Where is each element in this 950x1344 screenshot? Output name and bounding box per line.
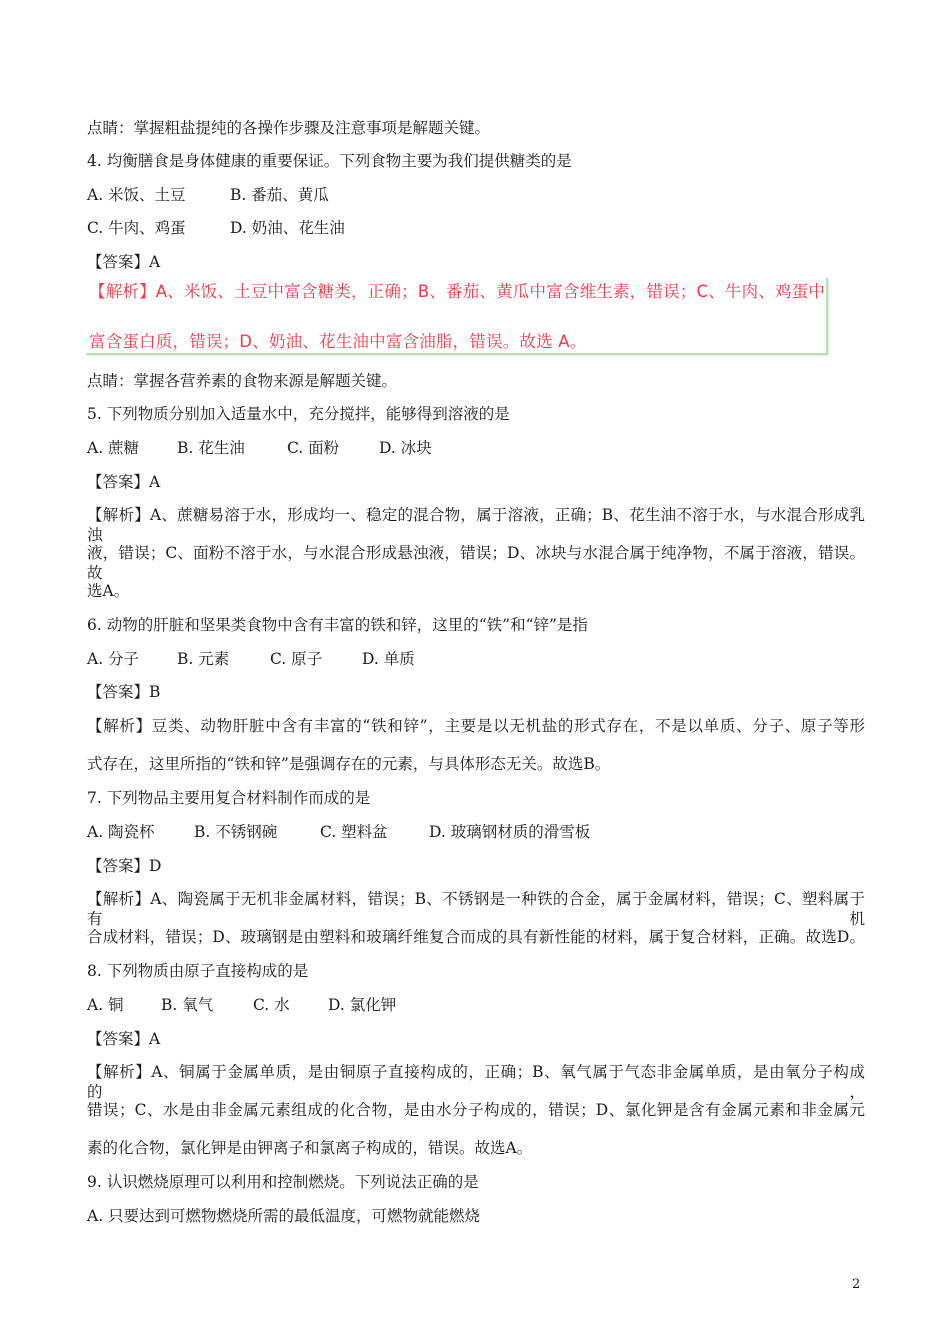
- question-8-options: [87, 995, 396, 1015]
- question-5-stem: 5. 下列物质分别加入适量水中，充分搅拌，能够得到溶液的是: [87, 405, 510, 423]
- question-6-option-c: C. 原子: [270, 650, 323, 668]
- question-7-option-c: C. 塑料盆: [320, 823, 388, 841]
- note-q3: 点睛：掌握粗盐提纯的各操作步骤及注意事项是解题关键。: [87, 119, 491, 137]
- question-4-options-row-1: [87, 185, 329, 205]
- question-4-analysis-line-1: 【解析】A、米饭、土豆中富含糖类，正确；B、番茄、黄瓜中富含维生素，错误；C、牛肉、鸡蛋中: [89, 282, 826, 301]
- question-4-analysis-line-2: 富含蛋白质，错误；D、奶油、花生油中富含油脂，错误。故选 A。: [89, 332, 587, 351]
- question-8-analysis-line-1: 【解析】A、铜属于金属单质，是由铜原子直接构成的，正确；B、氧气属于气态非金属单质，是由氧分子构成的，: [87, 1063, 865, 1101]
- question-5-analysis-line-2: 液，错误；C、面粉不溶于水，与水混合形成悬浊液，错误；D、冰块与水混合属于纯净物，不属于溶液，错误。故: [87, 544, 865, 582]
- question-6-answer: 【答案】B: [87, 683, 161, 701]
- question-4-answer: 【答案】A: [87, 253, 161, 271]
- question-6-stem: 6. 动物的肝脏和坚果类食物中含有丰富的铁和锌，这里的“铁”和“锌”是指: [87, 616, 588, 634]
- question-8-option-b: B. 氧气: [161, 996, 214, 1014]
- question-4-option-b: B. 番茄、黄瓜: [230, 186, 329, 204]
- question-8-option-d: D. 氯化钾: [328, 996, 397, 1014]
- question-7-option-d: D. 玻璃钢材质的滑雪板: [429, 823, 591, 841]
- question-4-note: 点睛：掌握各营养素的食物来源是解题关键。: [87, 372, 398, 390]
- question-8-analysis-line-2: 错误；C、水是由非金属元素组成的化合物，是由水分子构成的，错误；D、氯化钾是含有金属元素和非金属元: [87, 1101, 865, 1119]
- question-6-option-b: B. 元素: [177, 650, 230, 668]
- page-number: 2: [852, 1277, 861, 1292]
- question-7-options: [87, 822, 590, 842]
- question-8-stem: 8. 下列物质由原子直接构成的是: [87, 962, 309, 980]
- question-7-analysis-line-2: 合成材料，错误；D、玻璃钢是由塑料和玻璃纤维复合而成的具有新性能的材料，属于复合材料，正确。故选D。: [87, 928, 865, 946]
- question-4-options-row-2: [87, 218, 345, 238]
- question-5-analysis-line-1: 【解析】A、蔗糖易溶于水，形成均一、稳定的混合物，属于溶液，正确；B、花生油不溶于水，与水混合形成乳浊: [87, 506, 865, 544]
- question-8-answer: 【答案】A: [87, 1030, 161, 1048]
- question-8-analysis-line-3: 素的化合物，氯化钾是由钾离子和氯离子构成的，错误。故选A。: [87, 1139, 533, 1157]
- question-7-option-b: B. 不锈钢碗: [194, 823, 278, 841]
- question-6-options: [87, 649, 415, 669]
- question-9-option-a: A. 只要达到可燃物燃烧所需的最低温度，可燃物就能燃烧: [87, 1207, 481, 1225]
- question-6-option-d: D. 单质: [362, 650, 415, 668]
- question-8-option-c: C. 水: [253, 996, 290, 1014]
- question-4-option-c: C. 牛肉、鸡蛋: [87, 219, 186, 237]
- question-5-answer: 【答案】A: [87, 473, 161, 491]
- question-6-analysis-line-2: 式存在，这里所指的“铁和锌”是强调存在的元素，与具体形态无关。故选B。: [87, 755, 611, 773]
- question-4-stem: 4. 均衡膳食是身体健康的重要保证。下列食物主要为我们提供糖类的是: [87, 152, 572, 170]
- question-5-analysis-line-3: 选A。: [87, 582, 130, 600]
- question-7-answer: 【答案】D: [87, 857, 162, 875]
- question-5-option-a: A. 蔗糖: [87, 439, 140, 457]
- question-9-stem: 9. 认识燃烧原理可以利用和控制燃烧。下列说法正确的是: [87, 1173, 479, 1191]
- question-5-option-b: B. 花生油: [177, 439, 245, 457]
- question-4-option-d: D. 奶油、花生油: [230, 219, 345, 237]
- question-5-option-c: C. 面粉: [287, 439, 340, 457]
- question-6-analysis-line-1: 【解析】豆类、动物肝脏中含有丰富的“铁和锌”，主要是以无机盐的形式存在，不是以单质、分子、原子等形: [87, 717, 865, 735]
- question-8-option-a: A. 铜: [87, 996, 124, 1014]
- question-4-option-a: A. 米饭、土豆: [87, 186, 186, 204]
- question-5-option-d: D. 冰块: [379, 439, 432, 457]
- question-6-option-a: A. 分子: [87, 650, 140, 668]
- question-7-stem: 7. 下列物品主要用复合材料制作而成的是: [87, 789, 371, 807]
- question-7-analysis-line-1: 【解析】A、陶瓷属于无机非金属材料，错误；B、不锈钢是一种铁的合金，属于金属材料，错误；C、塑料属于有机: [87, 890, 865, 928]
- question-7-option-a: A. 陶瓷杯: [87, 823, 155, 841]
- question-5-options: [87, 438, 432, 458]
